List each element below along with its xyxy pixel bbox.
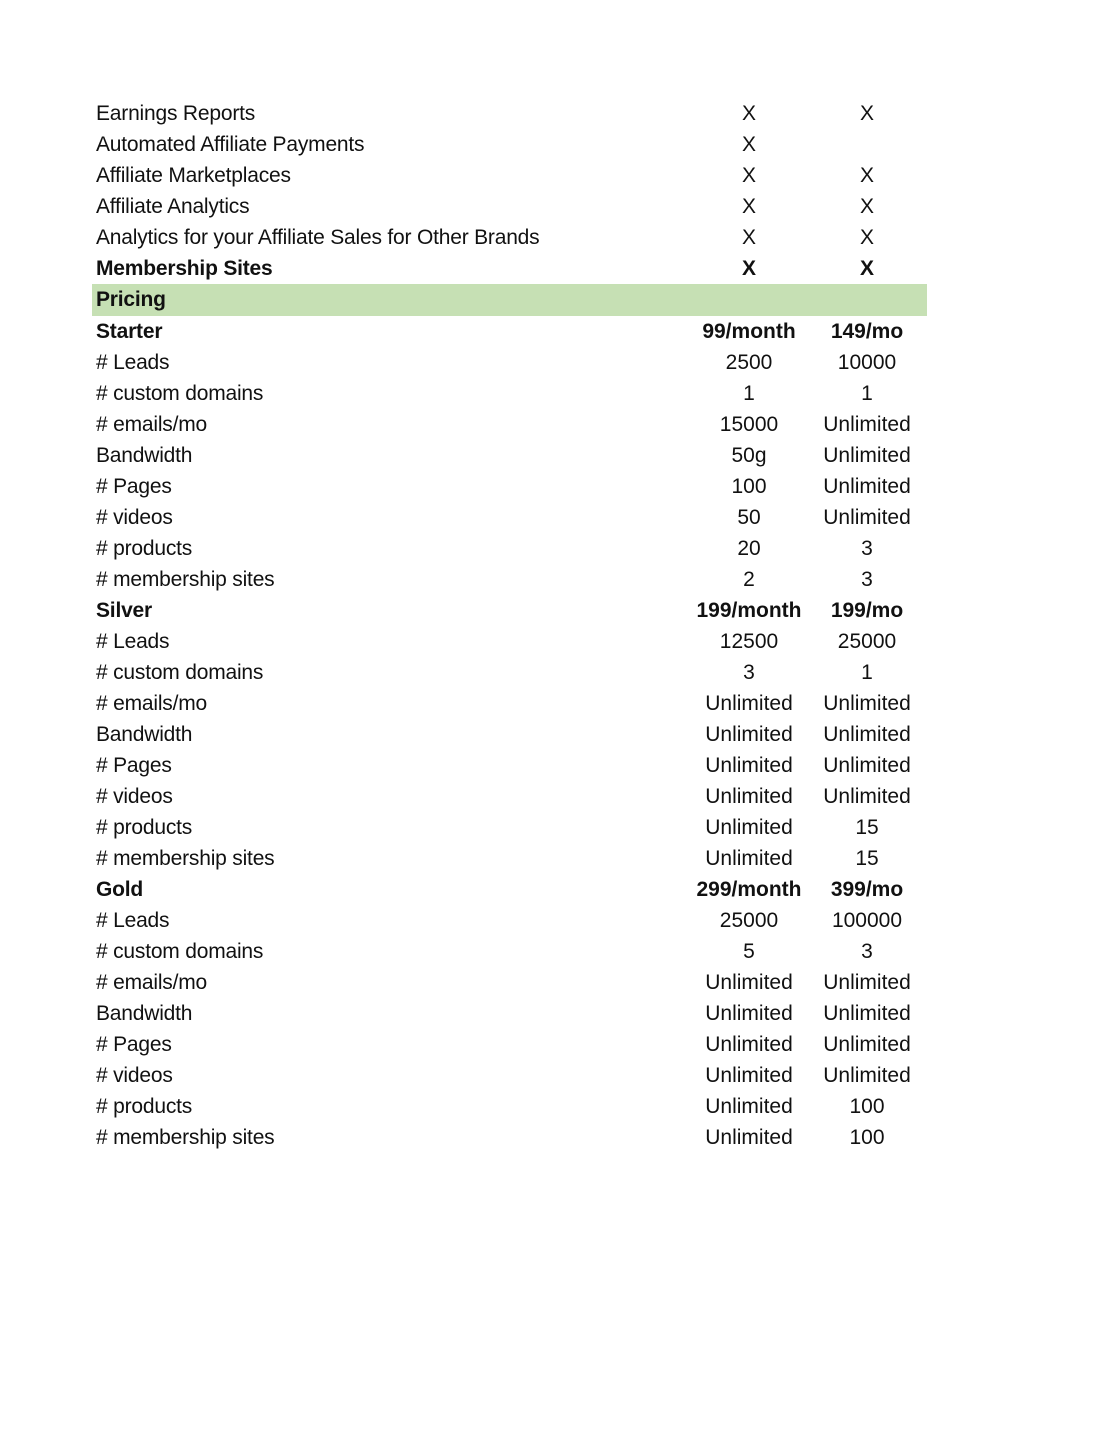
col1-value: X (741, 257, 756, 280)
col2-value: 100 (849, 1095, 885, 1118)
col1-value: 25000 (719, 909, 779, 932)
col1-value: 2500 (725, 351, 773, 374)
col2-value: Unlimited (823, 754, 911, 777)
col2-value: X (859, 102, 874, 125)
col1-value: Unlimited (705, 847, 793, 870)
col1-value: 50 (737, 506, 761, 529)
row-label: Affiliate Marketplaces (96, 164, 291, 187)
row-label: # membership sites (96, 847, 275, 870)
tier-price-col2: 199/mo (830, 599, 904, 622)
col1-value: Unlimited (705, 816, 793, 839)
table-row (92, 1029, 927, 1060)
col2-value: X (859, 164, 874, 187)
row-label: # Leads (96, 909, 170, 932)
table-row (92, 998, 927, 1029)
table-row (92, 781, 927, 812)
table-row (92, 440, 927, 471)
table-row (92, 564, 927, 595)
table-row (92, 1091, 927, 1122)
row-label: # products (96, 816, 193, 839)
col2-value: Unlimited (823, 1033, 911, 1056)
row-label: # emails/mo (96, 413, 208, 436)
col2-value: 1 (861, 661, 873, 684)
col1-value: 100 (731, 475, 767, 498)
row-label: # products (96, 537, 193, 560)
table-row (92, 502, 927, 533)
table-row (92, 843, 927, 874)
col1-value: Unlimited (705, 971, 793, 994)
row-label: # custom domains (96, 940, 264, 963)
feature-row (92, 191, 927, 222)
table-row (92, 626, 927, 657)
col2-value: Unlimited (823, 1064, 911, 1087)
feature-row (92, 253, 927, 284)
table-row (92, 967, 927, 998)
col2-value: 100000 (831, 909, 903, 932)
tier-name: Gold (96, 878, 144, 901)
tier-header-gold (92, 874, 927, 905)
col1-value: 1 (743, 382, 755, 405)
comparison-sheet (92, 98, 927, 1153)
section-title: Pricing (96, 288, 166, 311)
table-row (92, 905, 927, 936)
col2-value: 100 (849, 1126, 885, 1149)
tier-price-col2: 399/mo (830, 878, 904, 901)
col1-value: 15000 (719, 413, 779, 436)
col1-value: Unlimited (705, 1002, 793, 1025)
col1-value: 3 (743, 661, 755, 684)
col2-value: Unlimited (823, 785, 911, 808)
col2-value: Unlimited (823, 475, 911, 498)
col2-value: 10000 (837, 351, 897, 374)
row-label: # products (96, 1095, 193, 1118)
col2-value: X (859, 257, 874, 280)
tier-price-col1: 199/month (696, 599, 802, 622)
col1-value: Unlimited (705, 785, 793, 808)
col1-value: X (741, 102, 756, 125)
row-label: # Pages (96, 475, 172, 498)
row-label: # emails/mo (96, 692, 208, 715)
col1-value: X (741, 133, 756, 156)
col2-value: Unlimited (823, 444, 911, 467)
feature-row (92, 129, 927, 160)
row-label: Membership Sites (96, 257, 273, 280)
row-label: Bandwidth (96, 1002, 193, 1025)
table-row (92, 936, 927, 967)
col1-value: Unlimited (705, 1095, 793, 1118)
row-label: Bandwidth (96, 723, 193, 746)
tier-header-starter (92, 316, 927, 347)
row-label: # Leads (96, 630, 170, 653)
col1-value: 5 (743, 940, 755, 963)
row-label: # videos (96, 506, 173, 529)
tier-name: Starter (96, 320, 163, 343)
tier-price-col1: 99/month (702, 320, 796, 343)
row-label: Automated Affiliate Payments (96, 133, 365, 156)
table-row (92, 1122, 927, 1153)
col1-value: 12500 (719, 630, 779, 653)
col2-value: 15 (855, 847, 879, 870)
row-label: # videos (96, 785, 173, 808)
feature-row (92, 222, 927, 253)
col1-value: X (741, 164, 756, 187)
col2-value: 25000 (837, 630, 897, 653)
row-label: Affiliate Analytics (96, 195, 250, 218)
col2-value: Unlimited (823, 413, 911, 436)
col1-value: Unlimited (705, 723, 793, 746)
tier-price-col2: 149/mo (830, 320, 904, 343)
col2-value: 3 (861, 537, 873, 560)
table-row (92, 378, 927, 409)
row-label: Earnings Reports (96, 102, 256, 125)
table-row (92, 657, 927, 688)
col2-value: Unlimited (823, 723, 911, 746)
col1-value: X (741, 195, 756, 218)
col1-value: X (741, 226, 756, 249)
row-label: Analytics for your Affiliate Sales for Other Brands (96, 226, 540, 249)
col1-value: Unlimited (705, 1126, 793, 1149)
table-row (92, 1060, 927, 1091)
table-row (92, 471, 927, 502)
col1-value: 20 (737, 537, 761, 560)
table-row (92, 409, 927, 440)
col2-value: 3 (861, 940, 873, 963)
col2-value: 3 (861, 568, 873, 591)
row-label: # membership sites (96, 568, 275, 591)
table-row (92, 347, 927, 378)
row-label: # custom domains (96, 661, 264, 684)
table-row (92, 812, 927, 843)
table-row (92, 719, 927, 750)
col1-value: 2 (743, 568, 755, 591)
col2-value: 15 (855, 816, 879, 839)
col2-value: Unlimited (823, 692, 911, 715)
row-label: # custom domains (96, 382, 264, 405)
pricing-section-header (92, 284, 927, 316)
feature-row (92, 160, 927, 191)
col1-value: Unlimited (705, 754, 793, 777)
col1-value: 50g (731, 444, 767, 467)
table-row (92, 533, 927, 564)
col1-value: Unlimited (705, 692, 793, 715)
col1-value: Unlimited (705, 1064, 793, 1087)
tier-price-col1: 299/month (696, 878, 802, 901)
row-label: # emails/mo (96, 971, 208, 994)
row-label: # Pages (96, 1033, 172, 1056)
tier-name: Silver (96, 599, 153, 622)
col2-value: 1 (861, 382, 873, 405)
col2-value: X (859, 226, 874, 249)
row-label: # videos (96, 1064, 173, 1087)
row-label: # Pages (96, 754, 172, 777)
col2-value: Unlimited (823, 1002, 911, 1025)
col1-value: Unlimited (705, 1033, 793, 1056)
row-label: # membership sites (96, 1126, 275, 1149)
col2-value: X (859, 195, 874, 218)
table-row (92, 750, 927, 781)
col2-value: Unlimited (823, 971, 911, 994)
tier-header-silver (92, 595, 927, 626)
row-label: Bandwidth (96, 444, 193, 467)
feature-row (92, 98, 927, 129)
row-label: # Leads (96, 351, 170, 374)
col2-value: Unlimited (823, 506, 911, 529)
table-row (92, 688, 927, 719)
